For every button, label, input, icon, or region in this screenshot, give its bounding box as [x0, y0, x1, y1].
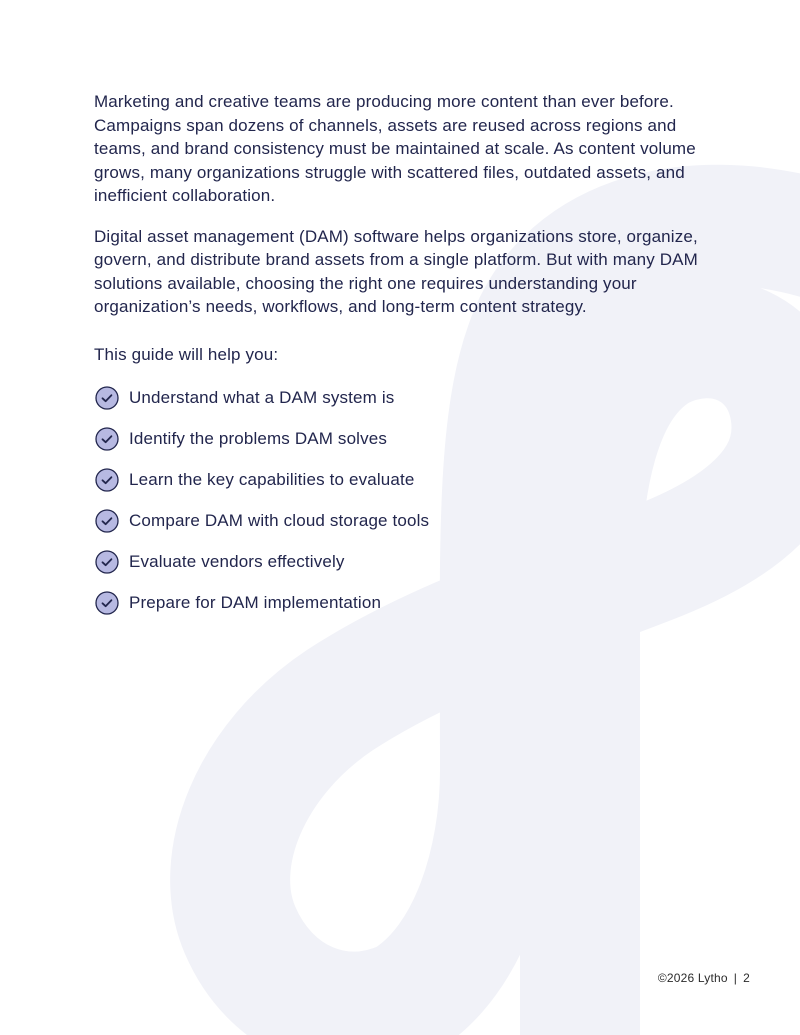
checklist-item-label: Evaluate vendors effectively: [129, 551, 345, 571]
page-footer: [658, 971, 750, 985]
checklist-item-label: Learn the key capabilities to evaluate: [129, 469, 415, 489]
footer-copyright: ©2026 Lytho: [657, 971, 728, 985]
check-circle-icon: [95, 550, 119, 574]
check-circle-icon: [95, 427, 119, 451]
checklist-item-label: Understand what a DAM system is: [129, 387, 395, 407]
intro-paragraph-2: Digital asset management (DAM) software helps organizations store, organize, govern, and distribute brand assets from a single platform. But with many DAM solutions available, choosing the right one requires understanding your organization’s needs, workflows, and long-term content strategy.: [94, 226, 698, 316]
checklist: [94, 377, 724, 623]
check-circle-icon: [95, 509, 119, 533]
checklist-item: [94, 418, 724, 459]
checklist-item-label: Prepare for DAM implementation: [129, 592, 382, 612]
checklist-item: [94, 541, 724, 582]
checklist-item: [94, 377, 724, 418]
checklist-item: [94, 459, 724, 500]
intro-paragraph-1: Marketing and creative teams are producing more content than ever before. Campaigns span dozens of channels, assets are reused across regions and teams, and brand consistency must be maintained at scale. As content volume grows, many organizations struggle with scattered files, outdated assets, and inefficient collaboration.: [94, 92, 696, 205]
check-circle-icon: [95, 468, 119, 492]
checklist-item: [94, 582, 724, 623]
checklist-item-label: Identify the problems DAM solves: [129, 428, 388, 448]
checklist-intro: This guide will help you:: [94, 344, 279, 364]
page-number: 2: [743, 971, 750, 985]
checklist-item: [94, 500, 724, 541]
check-circle-icon: [95, 386, 119, 410]
page-content: [94, 90, 724, 623]
checklist-item-label: Compare DAM with cloud storage tools: [129, 510, 430, 530]
check-circle-icon: [95, 591, 119, 615]
footer-separator: |: [733, 971, 738, 985]
